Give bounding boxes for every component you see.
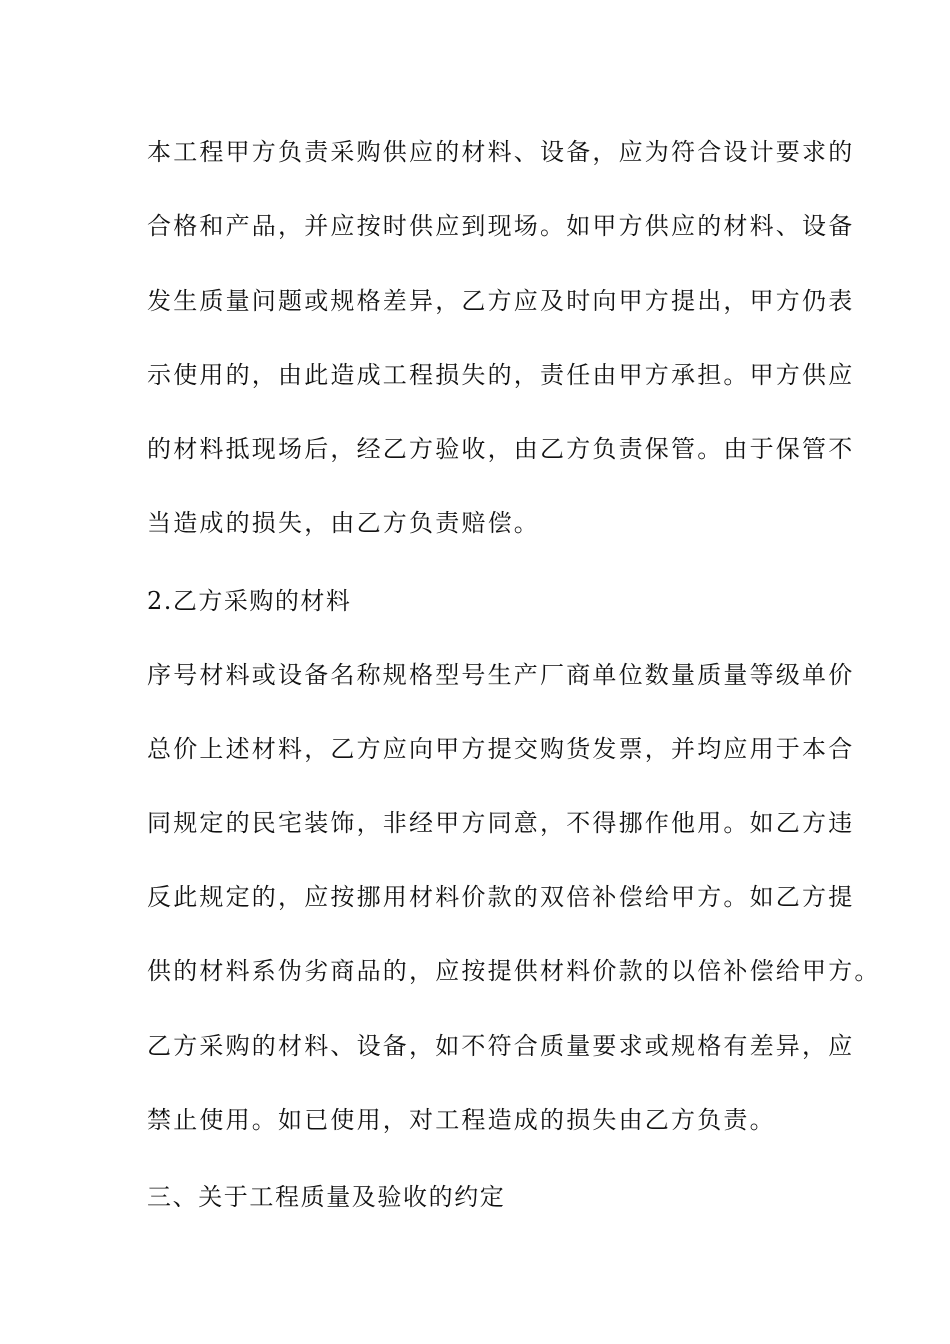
paragraph-line: 总价上述材料，乙方应向甲方提交购货发票，并均应用于本合 — [147, 735, 855, 763]
paragraph-line: 供的材料系伪劣商品的，应按提供材料价款的以倍补偿给甲方。 — [147, 957, 881, 985]
section-heading: 三、关于工程质量及验收的约定 — [147, 1183, 506, 1211]
paragraph-line: 乙方采购的材料、设备，如不符合质量要求或规格有差异，应 — [147, 1032, 855, 1060]
paragraph-line: 示使用的，由此造成工程损失的，责任由甲方承担。甲方供应 — [147, 361, 855, 389]
paragraph-line: 的材料抵现场后，经乙方验收，由乙方负责保管。由于保管不 — [147, 435, 855, 463]
paragraph-line: 本工程甲方负责采购供应的材料、设备，应为符合设计要求的 — [147, 138, 855, 166]
paragraph-line: 合格和产品，并应按时供应到现场。如甲方供应的材料、设备 — [147, 212, 855, 240]
paragraph-line: 反此规定的，应按挪用材料价款的双倍补偿给甲方。如乙方提 — [147, 883, 855, 911]
paragraph-line: 禁止使用。如已使用，对工程造成的损失由乙方负责。 — [147, 1106, 776, 1134]
paragraph-line: 当造成的损失，由乙方负责赔偿。 — [147, 509, 540, 537]
paragraph-line: 序号材料或设备名称规格型号生产厂商单位数量质量等级单价 — [147, 661, 855, 689]
paragraph-line: 同规定的民宅装饰，非经甲方同意，不得挪作他用。如乙方违 — [147, 809, 855, 837]
section-heading: 2.乙方采购的材料 — [147, 587, 352, 615]
paragraph-line: 发生质量问题或规格差异，乙方应及时向甲方提出，甲方仍表 — [147, 287, 855, 315]
